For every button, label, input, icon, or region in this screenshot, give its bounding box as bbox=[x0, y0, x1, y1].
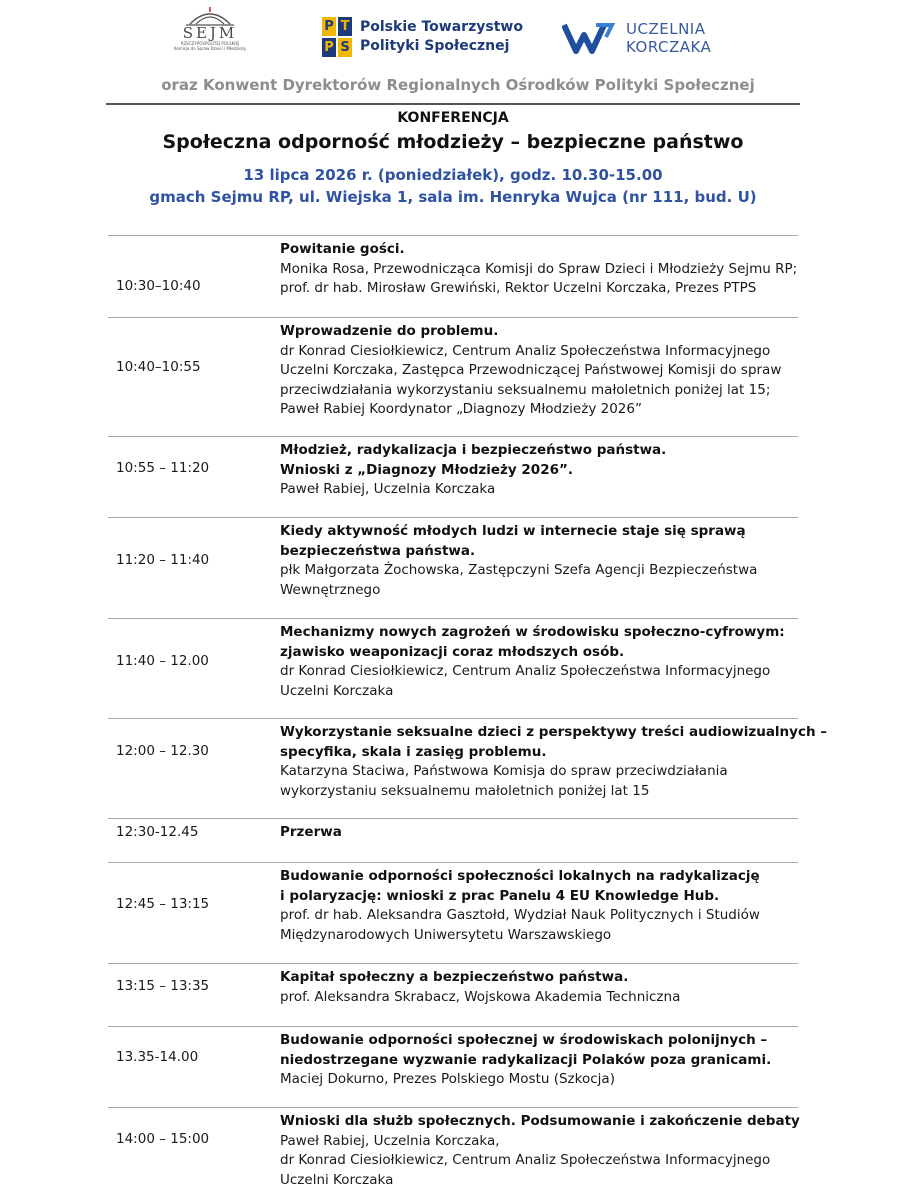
co-organizer-line: oraz Konwent Dyrektorów Regionalnych Ośrodków Polityki Społecznej bbox=[161, 76, 755, 94]
agenda-row bbox=[108, 436, 798, 518]
agenda-speaker-line: płk Małgorzata Żochowska, Zastępczyni Szefa Agencji Bezpieczeństwa bbox=[280, 562, 758, 578]
agenda-speaker-line: Paweł Rabiej Koordynator „Diagnozy Młodzieży 2026” bbox=[280, 401, 642, 417]
agenda-speaker-line: Uczelni Korczaka, Zastępca Przewodniczącej Państwowej Komisji do spraw bbox=[280, 362, 782, 378]
agenda-speaker-line: Katarzyna Staciwa, Państwowa Komisja do spraw przeciwdziałania bbox=[280, 763, 728, 779]
agenda-speaker-line: dr Konrad Ciesiołkiewicz, Centrum Analiz Społeczeństwa Informacyjnego bbox=[280, 663, 771, 679]
agenda-row bbox=[108, 618, 798, 719]
korczak-w-icon bbox=[562, 21, 620, 55]
agenda-row bbox=[108, 963, 798, 1027]
header-divider bbox=[106, 103, 800, 105]
agenda-speaker-line: prof. Aleksandra Skrabacz, Wojskowa Akademia Techniczna bbox=[280, 988, 681, 1005]
agenda-topic-line: Kapitał społeczny a bezpieczeństwo państwa. bbox=[280, 969, 629, 985]
agenda-content bbox=[280, 441, 800, 500]
conference-label: KONFERENCJA bbox=[397, 110, 509, 126]
agenda-speaker-line: Paweł Rabiej, Uczelnia Korczaka bbox=[280, 481, 496, 497]
agenda-speaker-line: Międzynarodowych Uniwersytetu Warszawskiego bbox=[280, 926, 612, 943]
conference-date: 13 lipca 2026 r. (poniedziałek), godz. 10.30-15.00 bbox=[243, 166, 663, 184]
agenda-topic-line: bezpieczeństwa państwa. bbox=[280, 542, 476, 559]
sejm-subtitle: RZECZYPOSPOLITEJ POLSKIEJ bbox=[180, 41, 240, 46]
ptps-letter: P bbox=[322, 38, 336, 57]
sejm-logo bbox=[164, 6, 256, 68]
agenda-topic-line: Budowanie odporności społeczności lokalnych na radykalizację bbox=[280, 868, 760, 884]
agenda-topic-line: specyfika, skala i zasięg problemu. bbox=[280, 743, 547, 760]
korczak-name-line2: KORCZAKA bbox=[626, 38, 712, 56]
agenda-speaker-line: Paweł Rabiej, Uczelnia Korczaka, bbox=[280, 1132, 500, 1149]
korczak-name bbox=[620, 20, 711, 56]
agenda-speaker-line: Uczelni Korczaka bbox=[280, 682, 394, 699]
ptps-letter: S bbox=[338, 38, 352, 57]
agenda-topic-line: i polaryzację: wnioski z prac Panelu 4 EU Knowledge Hub. bbox=[280, 887, 720, 904]
conference-title: Społeczna odporność młodzieży – bezpieczne państwo bbox=[162, 131, 744, 153]
agenda-content bbox=[280, 823, 800, 843]
agenda-content bbox=[280, 1112, 800, 1190]
agenda-time: 13.35-14.00 bbox=[116, 1049, 199, 1065]
agenda-speaker-line: Monika Rosa, Przewodnicząca Komisji do Spraw Dzieci i Młodzieży Sejmu RP; bbox=[280, 260, 798, 277]
agenda-row bbox=[108, 1107, 798, 1198]
agenda-topic-line: Przerwa bbox=[280, 824, 342, 840]
agenda-topic-line: Mechanizmy nowych zagrożeń w środowisku społeczno-cyfrowym: bbox=[280, 624, 785, 640]
ptps-letter: P bbox=[322, 17, 336, 36]
agenda-row bbox=[108, 818, 798, 863]
agenda-row bbox=[108, 517, 798, 619]
korczak-name-line1: UCZELNIA bbox=[626, 20, 706, 38]
agenda-topic-line: zjawisko weaponizacji coraz młodszych osób. bbox=[280, 643, 625, 660]
agenda-speaker-line: Uczelni Korczaka bbox=[280, 1171, 394, 1188]
agenda-row bbox=[108, 718, 828, 819]
agenda-content bbox=[280, 968, 800, 1007]
agenda-time: 10:30–10:40 bbox=[116, 278, 201, 294]
agenda-topic-line: Wykorzystanie seksualne dzieci z perspektywy treści audiowizualnych – bbox=[280, 724, 828, 740]
agenda-speaker-line: dr Konrad Ciesiołkiewicz, Centrum Analiz Społeczeństwa Informacyjnego bbox=[280, 1152, 771, 1168]
ptps-name bbox=[360, 18, 523, 56]
agenda-row bbox=[108, 1026, 798, 1108]
agenda-time: 12:30-12.45 bbox=[116, 824, 199, 840]
agenda-row bbox=[108, 317, 798, 437]
agenda-speaker-line: wykorzystaniu seksualnemu małoletnich poniżej lat 15 bbox=[280, 782, 650, 799]
korczak-logo bbox=[562, 18, 711, 58]
agenda-speaker-line: przeciwdziałania wykorzystaniu seksualnemu małoletnich poniżej lat 15; bbox=[280, 381, 771, 398]
agenda-time: 11:40 – 12.00 bbox=[116, 653, 209, 669]
agenda-speaker-line: Wewnętrznego bbox=[280, 581, 381, 598]
ptps-name-line1: Polskie Towarzystwo bbox=[360, 19, 523, 35]
agenda-topic-line: Wnioski z „Diagnozy Młodzieży 2026”. bbox=[280, 461, 573, 478]
agenda-time: 14:00 – 15:00 bbox=[116, 1131, 210, 1147]
agenda-content bbox=[280, 240, 800, 299]
agenda-topic-line: Wnioski dla służb społecznych. Podsumowanie i zakończenie debaty bbox=[280, 1113, 800, 1129]
agenda-time: 13:15 – 13:35 bbox=[116, 978, 210, 994]
agenda-topic-line: Budowanie odporności społecznej w środowiskach polonijnych – bbox=[280, 1032, 768, 1048]
agenda-time: 12:45 – 13:15 bbox=[116, 896, 210, 912]
sejm-committee: Komisja do Spraw Dzieci i Młodzieży bbox=[173, 46, 247, 51]
agenda-speaker-line: prof. dr hab. Aleksandra Gasztołd, Wydział Nauk Politycznych i Studiów bbox=[280, 907, 760, 923]
agenda-time: 12:00 – 12.30 bbox=[116, 743, 209, 759]
agenda-topic-line: Kiedy aktywność młodych ludzi w internecie staje się sprawą bbox=[280, 523, 746, 539]
agenda-speaker-line: prof. dr hab. Mirosław Grewiński, Rektor Uczelni Korczaka, Prezes PTPS bbox=[280, 280, 757, 296]
agenda-topic-line: Wprowadzenie do problemu. bbox=[280, 323, 499, 339]
agenda-speaker-line: dr Konrad Ciesiołkiewicz, Centrum Analiz Społeczeństwa Informacyjnego bbox=[280, 342, 771, 359]
ptps-letter: T bbox=[338, 17, 352, 36]
agenda-content bbox=[280, 522, 800, 600]
ptps-mark bbox=[322, 17, 352, 57]
ptps-name-line2: Polityki Społecznej bbox=[360, 38, 510, 54]
agenda-time: 10:40–10:55 bbox=[116, 359, 201, 375]
agenda-content bbox=[280, 322, 800, 420]
agenda-content bbox=[280, 623, 800, 701]
conference-venue: gmach Sejmu RP, ul. Wiejska 1, sala im. Henryka Wujca (nr 111, bud. U) bbox=[149, 188, 757, 206]
sejm-building-icon bbox=[184, 6, 236, 26]
ptps-logo bbox=[322, 17, 523, 57]
agenda-content bbox=[280, 1031, 800, 1090]
agenda-time: 11:20 – 11:40 bbox=[116, 552, 210, 568]
agenda-topic-line: niedostrzegane wyzwanie radykalizacji Polaków poza granicami. bbox=[280, 1051, 772, 1068]
agenda-row bbox=[108, 862, 798, 964]
agenda-speaker-line: Maciej Dokurno, Prezes Polskiego Mostu (Szkocja) bbox=[280, 1071, 615, 1087]
sejm-wordmark: SEJM bbox=[182, 24, 238, 42]
agenda-topic-line: Młodzież, radykalizacja i bezpieczeństwo państwa. bbox=[280, 442, 667, 458]
agenda-content bbox=[280, 723, 828, 801]
agenda-row bbox=[108, 235, 798, 318]
agenda-topic-line: Powitanie gości. bbox=[280, 241, 405, 257]
agenda-time: 10:55 – 11:20 bbox=[116, 460, 210, 476]
logo-bar bbox=[0, 0, 916, 76]
agenda-content bbox=[280, 867, 800, 945]
